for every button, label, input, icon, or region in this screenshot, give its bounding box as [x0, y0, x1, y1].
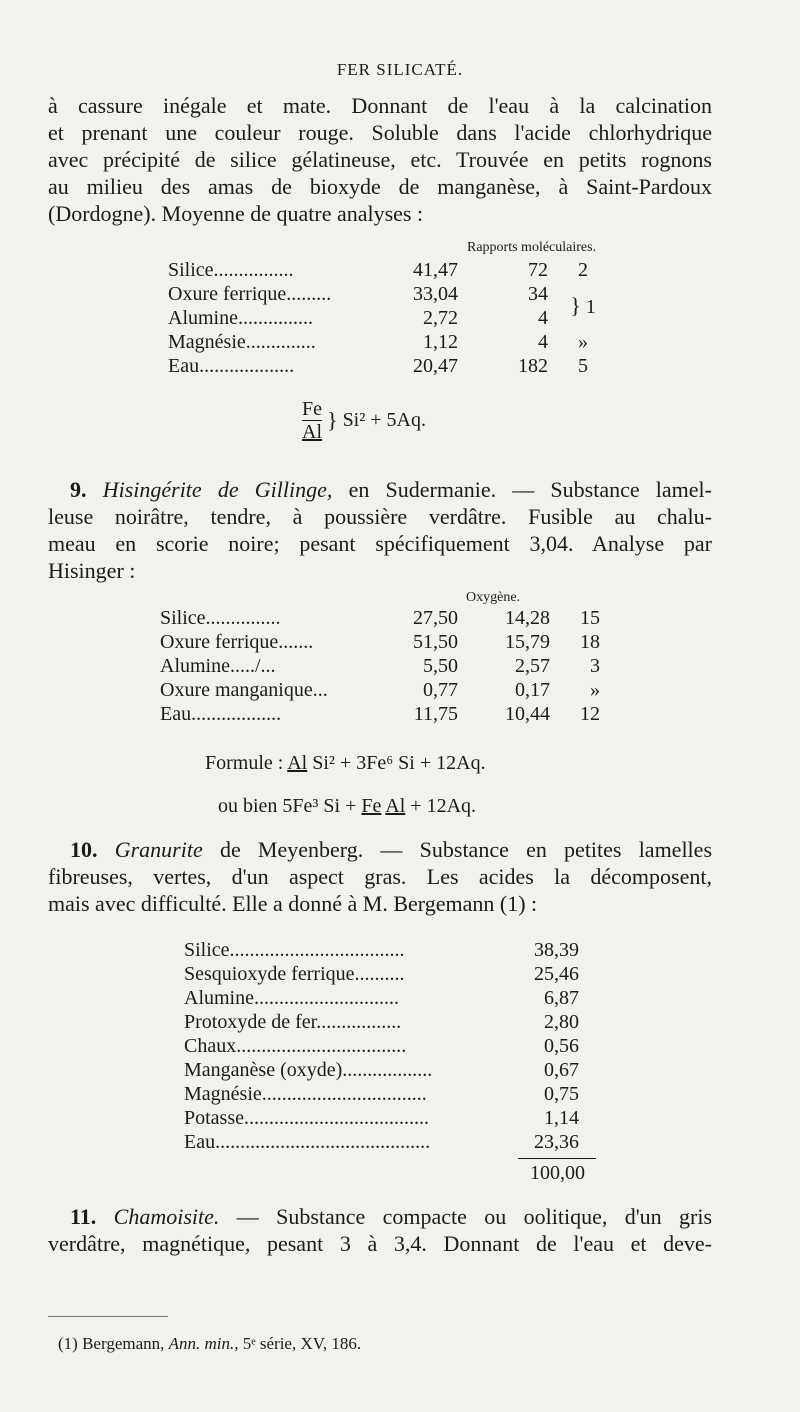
- row-label: Protoxyde de fer.................: [184, 1011, 402, 1033]
- row-oxygen: 10,44: [505, 703, 550, 725]
- text-line: [48, 836, 712, 863]
- formula-9b: [218, 795, 476, 818]
- oxygene-header: Oxygène.: [466, 590, 521, 605]
- row-value: 41,47: [413, 259, 458, 281]
- mineral-name: Hisingérite de Gillinge,: [102, 477, 333, 502]
- row-label: Eau...........................................: [184, 1131, 431, 1153]
- formula-rest: Si² + 5Aq.: [342, 409, 426, 431]
- row-label: Sesquioxyde ferrique..........: [184, 963, 405, 985]
- row-ratio: 34: [528, 283, 548, 305]
- row-value: 51,50: [413, 631, 458, 653]
- text-line: à cassure inégale et mate. Donnant de l'eau à la calcination: [48, 93, 712, 118]
- rapports-header: Rapports moléculaires.: [467, 240, 597, 255]
- table-row: [160, 702, 600, 726]
- text-run: — Substance compacte ou oolitique, d'un gris: [219, 1204, 713, 1229]
- table-row: [168, 258, 618, 282]
- row-ratio: 72: [528, 259, 548, 281]
- table-row: [160, 678, 600, 702]
- row-value: 5,50: [423, 655, 458, 677]
- brace-rapport: 1: [585, 295, 596, 318]
- text-line: leuse noirâtre, tendre, à poussière verdâtre. Fusible au chalu-: [48, 504, 712, 529]
- row-label: Alumine...../...: [160, 655, 276, 677]
- row-label: Eau..................: [160, 703, 282, 725]
- text-run: en Sudermanie. — Substance lamel-: [332, 477, 712, 502]
- row-label: Oxure ferrique.........: [168, 283, 332, 305]
- text-line: mais avec difficulté. Elle a donné à M. Bergemann (1) :: [48, 891, 538, 916]
- row-label: Silice................: [168, 259, 294, 281]
- row-ratio: »: [590, 679, 600, 701]
- text-line: et prenant une couleur rouge. Soluble dans l'acide chlorhydrique: [48, 120, 712, 145]
- row-rapport: [548, 282, 618, 330]
- row-oxygen: 14,28: [505, 607, 550, 629]
- row-label: Silice...............: [160, 607, 281, 629]
- section-11-paragraph: [48, 1203, 712, 1257]
- footnote: [58, 1334, 361, 1354]
- row-rapport: 2: [578, 259, 588, 281]
- row-label: Silice...................................: [184, 939, 405, 961]
- al-label: Al: [302, 421, 322, 443]
- section-number: 9.: [70, 477, 87, 502]
- formula-fe: Fe: [361, 795, 382, 817]
- row-label: Manganèse (oxyde)..................: [184, 1059, 433, 1081]
- table-row: [184, 962, 579, 986]
- row-rapport: »: [578, 331, 588, 353]
- fe-al-stack: [302, 398, 322, 443]
- row-value: 38,39: [534, 939, 579, 961]
- formula-al: Al: [385, 795, 406, 817]
- row-ratio: 18: [580, 631, 600, 653]
- row-label: Oxure manganique...: [160, 679, 328, 701]
- row-value: 6,87: [544, 987, 579, 1009]
- analysis-table-10: [184, 938, 579, 1154]
- row-ratio: 4: [538, 307, 548, 329]
- row-label: Potasse.....................................: [184, 1107, 429, 1129]
- mineral-name: Chamoisite.: [113, 1204, 220, 1229]
- table-row: [184, 1058, 579, 1082]
- row-label: Chaux..................................: [184, 1035, 407, 1057]
- row-value: 2,72: [423, 307, 458, 329]
- row-value: 20,47: [413, 355, 458, 377]
- row-ratio: 15: [580, 607, 600, 629]
- table-row: [184, 986, 579, 1010]
- text-run: de Meyenberg. — Substance en petites lamelles: [202, 837, 712, 862]
- text-line: avec précipité de silice gélatineuse, etc. Trouvée en petits rognons: [48, 147, 712, 172]
- table-row: [160, 630, 600, 654]
- brace-glyph: }: [327, 407, 338, 433]
- table-row: [184, 1082, 579, 1106]
- row-oxygen: 15,79: [505, 631, 550, 653]
- formula-9a: [205, 752, 486, 775]
- footnote-text: , 5ᵉ série, XV, 186.: [234, 1334, 362, 1353]
- table-row: [168, 330, 618, 354]
- row-value: 0,75: [544, 1083, 579, 1105]
- footnote-text: Bergemann,: [77, 1334, 169, 1353]
- text-line: verdâtre, magnétique, pesant 3 à 3,4. Donnant de l'eau et deve-: [48, 1231, 712, 1256]
- text-line: meau en scorie noire; pesant spécifiquement 3,04. Analyse par: [48, 531, 712, 556]
- row-value: 0,77: [423, 679, 458, 701]
- row-rapport: 5: [578, 355, 588, 377]
- row-oxygen: 2,57: [515, 655, 550, 677]
- section-number: 10.: [70, 837, 98, 862]
- formula-prefix: ou bien 5Fe³ Si +: [218, 795, 362, 817]
- row-value: 33,04: [413, 283, 458, 305]
- table-row: [184, 1034, 579, 1058]
- formula-1: [302, 398, 426, 443]
- section-number: 11.: [70, 1204, 97, 1229]
- text-line: [48, 476, 712, 503]
- table-row: [184, 1130, 579, 1154]
- row-value: 11,75: [413, 703, 458, 725]
- total-value: 100,00: [530, 1162, 585, 1184]
- row-ratio: 3: [590, 655, 600, 677]
- formula-end: + 12Aq.: [405, 795, 477, 817]
- table-row: [160, 654, 600, 678]
- row-value: 2,80: [544, 1011, 579, 1033]
- sum-rule: [518, 1158, 596, 1159]
- fe-label: Fe: [302, 398, 322, 420]
- section-10-paragraph: [48, 836, 712, 917]
- row-value: 25,46: [534, 963, 579, 985]
- table-row: [168, 282, 618, 306]
- row-value: 1,12: [423, 331, 458, 353]
- row-label: Magnésie.................................: [184, 1083, 427, 1105]
- row-value: 23,36: [534, 1131, 579, 1153]
- formula-rest: Si² + 3Fe⁶ Si + 12Aq.: [307, 752, 486, 774]
- row-value: 0,67: [544, 1059, 579, 1081]
- row-value: 27,50: [413, 607, 458, 629]
- formula-prefix: Formule :: [205, 752, 288, 774]
- intro-paragraph: [48, 92, 712, 227]
- row-label: Alumine.............................: [184, 987, 399, 1009]
- row-ratio: 182: [518, 355, 548, 377]
- row-label: Alumine...............: [168, 307, 313, 329]
- row-ratio: 4: [538, 331, 548, 353]
- section-9-paragraph: [48, 476, 712, 584]
- row-value: 0,56: [544, 1035, 579, 1057]
- running-head: FER SILICATÉ.: [336, 60, 464, 79]
- row-label: Magnésie..............: [168, 331, 316, 353]
- text-line: (Dordogne). Moyenne de quatre analyses :: [48, 201, 424, 226]
- footnote-rule: [48, 1316, 168, 1317]
- text-line: fibreuses, vertes, d'un aspect gras. Les acides la décomposent,: [48, 864, 712, 889]
- analysis-table-1: [168, 258, 618, 378]
- row-oxygen: 0,17: [515, 679, 550, 701]
- formula-al: Al: [287, 752, 308, 774]
- row-label: Oxure ferrique.......: [160, 631, 314, 653]
- row-value: 1,14: [544, 1107, 579, 1129]
- table-row: [184, 1106, 579, 1130]
- text-line: au milieu des amas de bioxyde de manganèse, à Saint-Pardoux: [48, 174, 712, 199]
- table-row: [168, 354, 618, 378]
- table-row: [160, 606, 600, 630]
- brace-glyph: }: [570, 292, 581, 318]
- row-label: Eau...................: [168, 355, 295, 377]
- footnote-marker: (1): [58, 1334, 78, 1353]
- table-row: [184, 1010, 579, 1034]
- mineral-name: Granurite: [114, 837, 203, 862]
- text-line: Hisinger :: [48, 558, 136, 583]
- text-line: [48, 1203, 712, 1230]
- footnote-journal: Ann. min.: [168, 1334, 235, 1353]
- table-row: [184, 938, 579, 962]
- row-ratio: 12: [580, 703, 600, 725]
- analysis-table-9: [160, 606, 600, 726]
